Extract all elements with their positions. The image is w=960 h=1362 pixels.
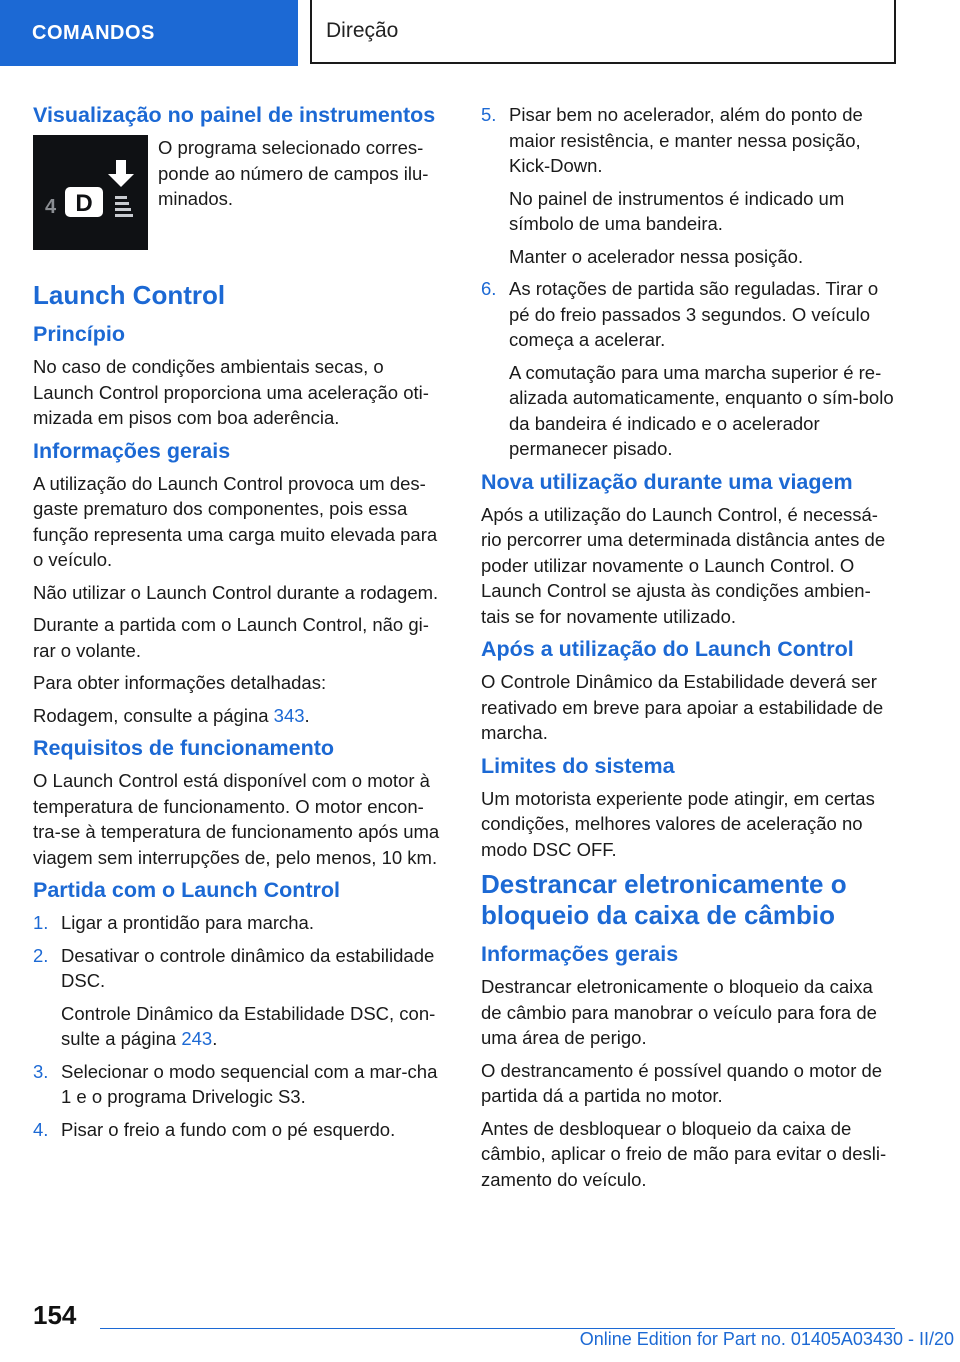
reuse-heading: Nova utilização durante uma viagem [481,469,853,494]
left-column [33,102,447,1149]
step-subtext: No painel de instrumentos é indicado um símbolo de uma bandeira. [509,187,845,234]
list-item [481,102,895,269]
field-bar-2 [115,202,129,205]
unlock-general-heading: Informações gerais [481,942,679,966]
display-heading: Visualização no painel de instrumentos [33,103,436,127]
requirements-heading: Requisitos de funcionamento [33,736,335,760]
field-bar-1 [115,196,127,199]
step-text: Pisar o freio a fundo com o pé esquerdo. [61,1118,396,1140]
section-label: COMANDOS [32,21,155,44]
unlock-heading: Destrancar eletronicamente o bloqueio da caixa de câmbio [481,869,847,930]
chapter-tab [310,0,896,64]
right-column [481,102,895,1199]
general-paragraph-4: Para obter informações detalhadas: [33,672,327,693]
step-subtext: Controle Dinâmico da Estabilidade DSC, con-sulte a página 243. [61,1002,436,1049]
general-paragraph-1: A utilização do Launch Control provoca um des-gaste prematuro dos componentes, pois essa função representa uma carga muito elevada para o veículo. [33,472,438,570]
gear-number: 4 [45,196,57,218]
step-number: 1. [33,912,49,933]
start-heading: Partida com o Launch Control [33,878,340,902]
drivelogic-display-icon [33,135,148,250]
step-number: 4. [33,1118,49,1140]
principle-text: No caso de condições ambientais secas, o Launch Control proporciona uma aceleração oti-mizada em pisos com boa aderência. [33,356,429,428]
principle-heading: Princípio [33,322,125,346]
launch-control-heading: Launch Control [33,280,226,310]
display-text: O programa selecionado corres-ponde ao número de campos ilu-minados. [158,137,429,209]
page-number: 154 [33,1300,77,1330]
arrow-stem [116,160,126,174]
general-paragraph-5: Rodagem, consulte a página 343. [33,704,310,726]
system-limits-heading: Limites do sistema [481,753,675,778]
general-p5-text: Rodagem, consulte a página [33,704,274,726]
page-link-343[interactable]: 343 [273,704,305,726]
page-link-243[interactable]: 243 [181,1028,213,1049]
step-text: As rotações de partida são reguladas. Tirar o pé do freio passados 3 segundos. O veículo começa a acelerar. [509,278,879,350]
step-number: 2. [33,944,49,966]
general-paragraph-3: Durante a partida com o Launch Control, não gi-rar o volante. [33,614,429,661]
unlock-paragraph-2: O destrancamento é possível quando o motor de partida dá a partida no motor. [481,1059,883,1106]
requirements-text: O Launch Control está disponível com o motor à temperatura de funcionamento. O motor encon-tra-se à temperatura de funcionamento após uma viagem sem interrupções de, pelo menos, 10 km. [33,770,440,868]
step-subtext: Manter o acelerador nessa posição. [509,245,804,267]
step-text: Desativar o controle dinâmico da estabilidade DSC. [61,944,435,991]
list-item [33,1117,447,1143]
step-text: Ligar a prontidão para marcha. [61,912,314,933]
step-number: 6. [481,278,497,299]
step-subtext: A comutação para uma marcha superior é re-alizada automaticamente, enquanto o sím-bolo da bandeira é indicado e o acelerador permanecer pisado. [509,361,894,459]
arrow-down-icon [108,174,134,187]
step-number: 3. [33,1060,49,1082]
general-info-heading: Informações gerais [33,438,231,463]
list-item [481,276,895,462]
start-steps-list [33,910,447,1142]
unlock-paragraph-1: Destrancar eletronicamente o bloqueio da caixa de câmbio para manobrar o veículo para fora de uma área de perigo. [481,976,877,1048]
mode-letter: D [75,190,93,217]
section-tab [0,0,298,66]
list-item [33,943,447,1052]
step-subtext-body: Controle Dinâmico da Estabilidade DSC, con-sulte a página [61,1002,436,1049]
reuse-text: Após a utilização do Launch Control, é necessá-rio percorrer uma determinada distância antes de poder utilizar novamente o Launch Control. O Launch Control se ajusta às condições ambien-tais se for novamente utilizado. [481,503,886,627]
field-bar-3 [115,208,131,211]
unlock-paragraph-3: Antes de desbloquear o bloqueio da caixa de câmbio, aplicar o freio de mão para evitar o desli-zamento do veículo. [481,1117,887,1190]
step-text: Pisar bem no acelerador, além do ponto de maior resistência, e manter nessa posição, Kick-Down. [509,104,863,176]
general-paragraph-2: Não utilizar o Launch Control durante a rodagem. [33,581,439,603]
drivelogic-icon-graphic [33,135,148,250]
continued-steps-list [481,102,895,462]
step-number: 5. [481,104,497,125]
edition-footer: Online Edition for Part no. 01405A03430 - II/20 [579,1329,954,1349]
field-bar-4 [115,214,133,217]
after-use-text: O Controle Dinâmico da Estabilidade deverá ser reativado em breve para apoiar a estabilidade de marcha. [481,671,884,743]
step-text: Selecionar o modo sequencial com a mar-cha 1 e o programa Drivelogic S3. [61,1060,438,1107]
list-item [33,1059,447,1110]
after-use-heading: Após a utilização do Launch Control [481,637,854,661]
list-item [33,910,447,936]
chapter-label: Direção [326,19,399,42]
display-figure-row [33,135,447,250]
system-limits-text: Um motorista experiente pode atingir, em certas condições, melhores valores de aceleração no modo DSC OFF. [481,787,875,860]
